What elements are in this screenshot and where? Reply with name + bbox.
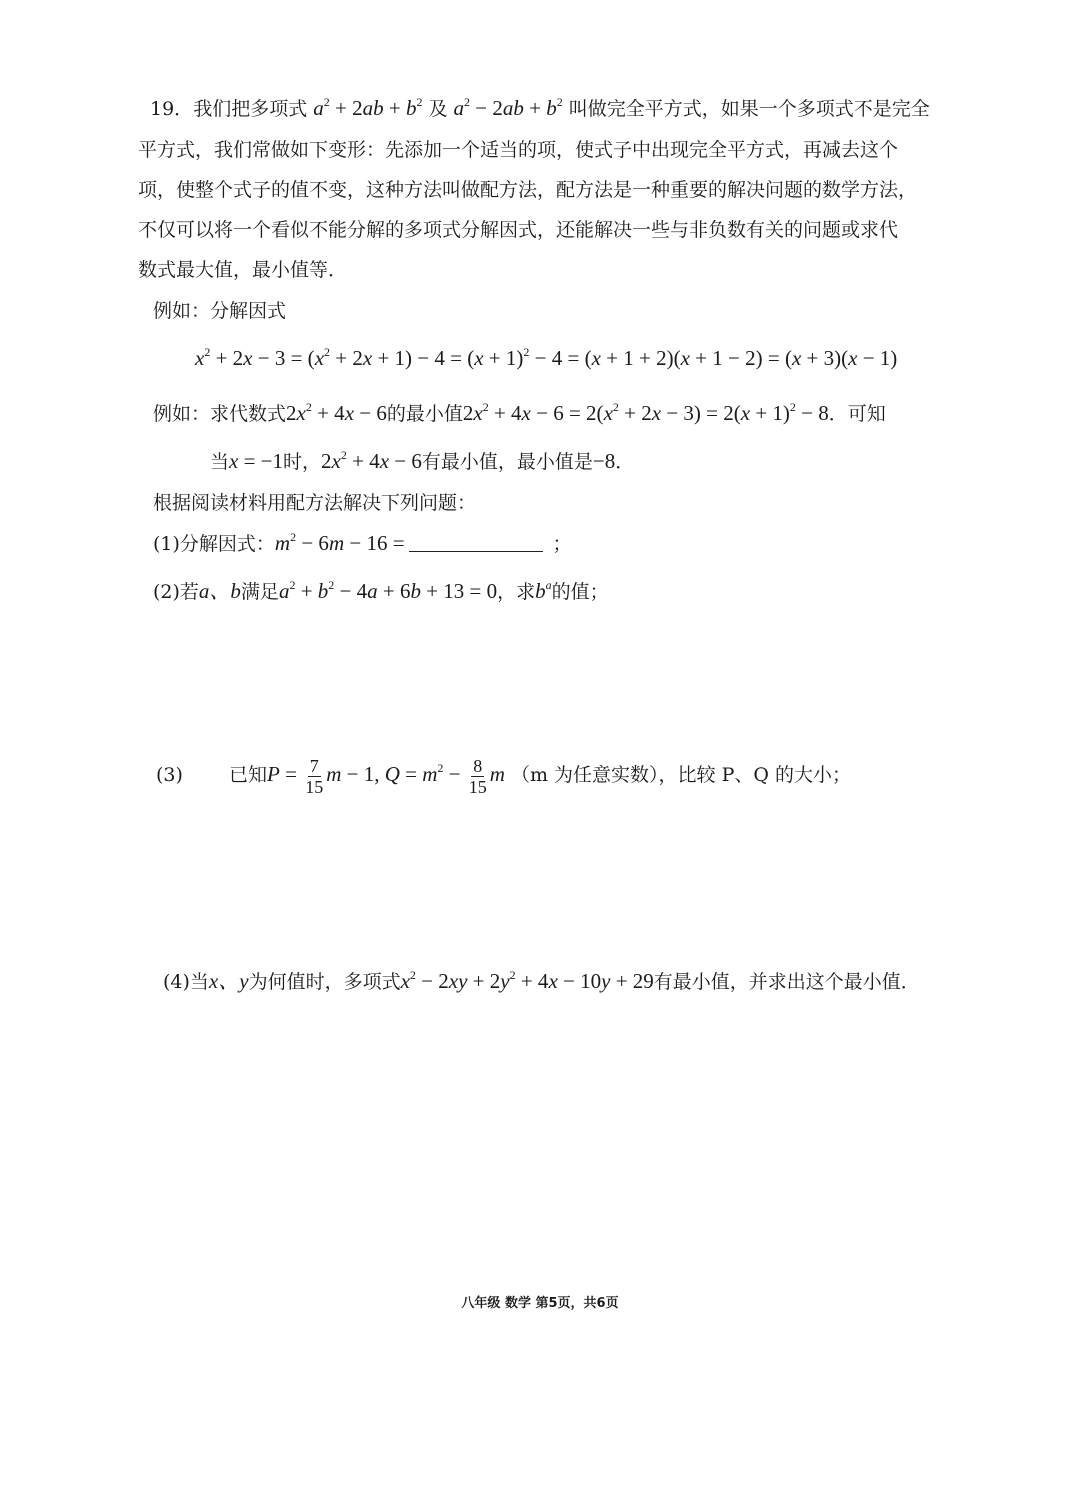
question-intro-line-3: 项，使整个式子的值不变，这种方法叫做配方法，配方法是一种重要的解决问题的数学方法， <box>138 179 918 201</box>
example-2-line-1: 例如：求代数式$2x^2 + 4x - 6$的最小值$2x^2 + 4x - 6 = 2(x^2 + 2x - 3) = 2(x + 1)^2 - 8$．可知 <box>153 400 886 425</box>
part-2: (2)若a、b满足$a^2 + b^2 - 4a + 6b + 13 = 0$，求$b^a$的值； <box>153 578 609 603</box>
example-1-formula: $x^2 + 2x - 3 = (x^2 + 2x + 1) - 4 = (x + 1)^2 - 4 = (x + 1 + 2)(x + 1 - 2) = (x + 3)(x - 1)$ <box>195 345 898 370</box>
question-intro-line-4: 不仅可以将一个看似不能分解的多项式分解因式，还能解决一些与非负数有关的问题或求代 <box>138 219 899 241</box>
page-footer: 八年级 数学 第5页，共6页 <box>461 1296 619 1311</box>
formula-perfect-square-2: $a^2 - 2ab + b^2$ <box>453 95 563 120</box>
part-4: (4)当x、y为何值时，多项式$x^2 - 2xy + 2y^2 + 4x - 10y + 29$有最小值，并求出这个最小值． <box>163 968 920 993</box>
answer-blank[interactable] <box>409 533 543 552</box>
formula-perfect-square-1: $a^2 + 2ab + b^2$ <box>313 95 423 120</box>
example-2-line-2: 当x = −1时，$2x^2 + 4x - 6$有最小值，最小值是−8． <box>210 448 635 473</box>
question-intro-line-2: 平方式，我们常做如下变形：先添加一个适当的项，使式子中出现完全平方式，再减去这个 <box>138 139 899 161</box>
question-number: 19． <box>150 98 194 120</box>
question-intro-line-5: 数式最大值，最小值等． <box>138 259 348 281</box>
fraction-8-15: $\frac{8}{15}$ <box>468 755 487 797</box>
question-intro-line-1: 19．我们把多项式 $a^2 + 2ab + b^2$ 及 $a^2 - 2ab + b^2$ 叫做完全平方式，如果一个多项式不是完全 <box>150 95 930 120</box>
part-3: (3) 已知P = $\frac{7}{15}$ m − 1, $Q = m^2$ − $\frac{8}{15}$ m （m 为任意实数），比较 P、Q 的大小； <box>156 755 851 797</box>
example-1-label: 例如：分解因式 <box>153 300 287 322</box>
instruction-text: 根据阅读材料用配方法解决下列问题： <box>153 492 477 514</box>
fraction-7-15: $\frac{7}{15}$ <box>305 755 324 797</box>
part-1: (1)分解因式：$m^2 - 6m - 16$ = ； <box>153 530 572 555</box>
